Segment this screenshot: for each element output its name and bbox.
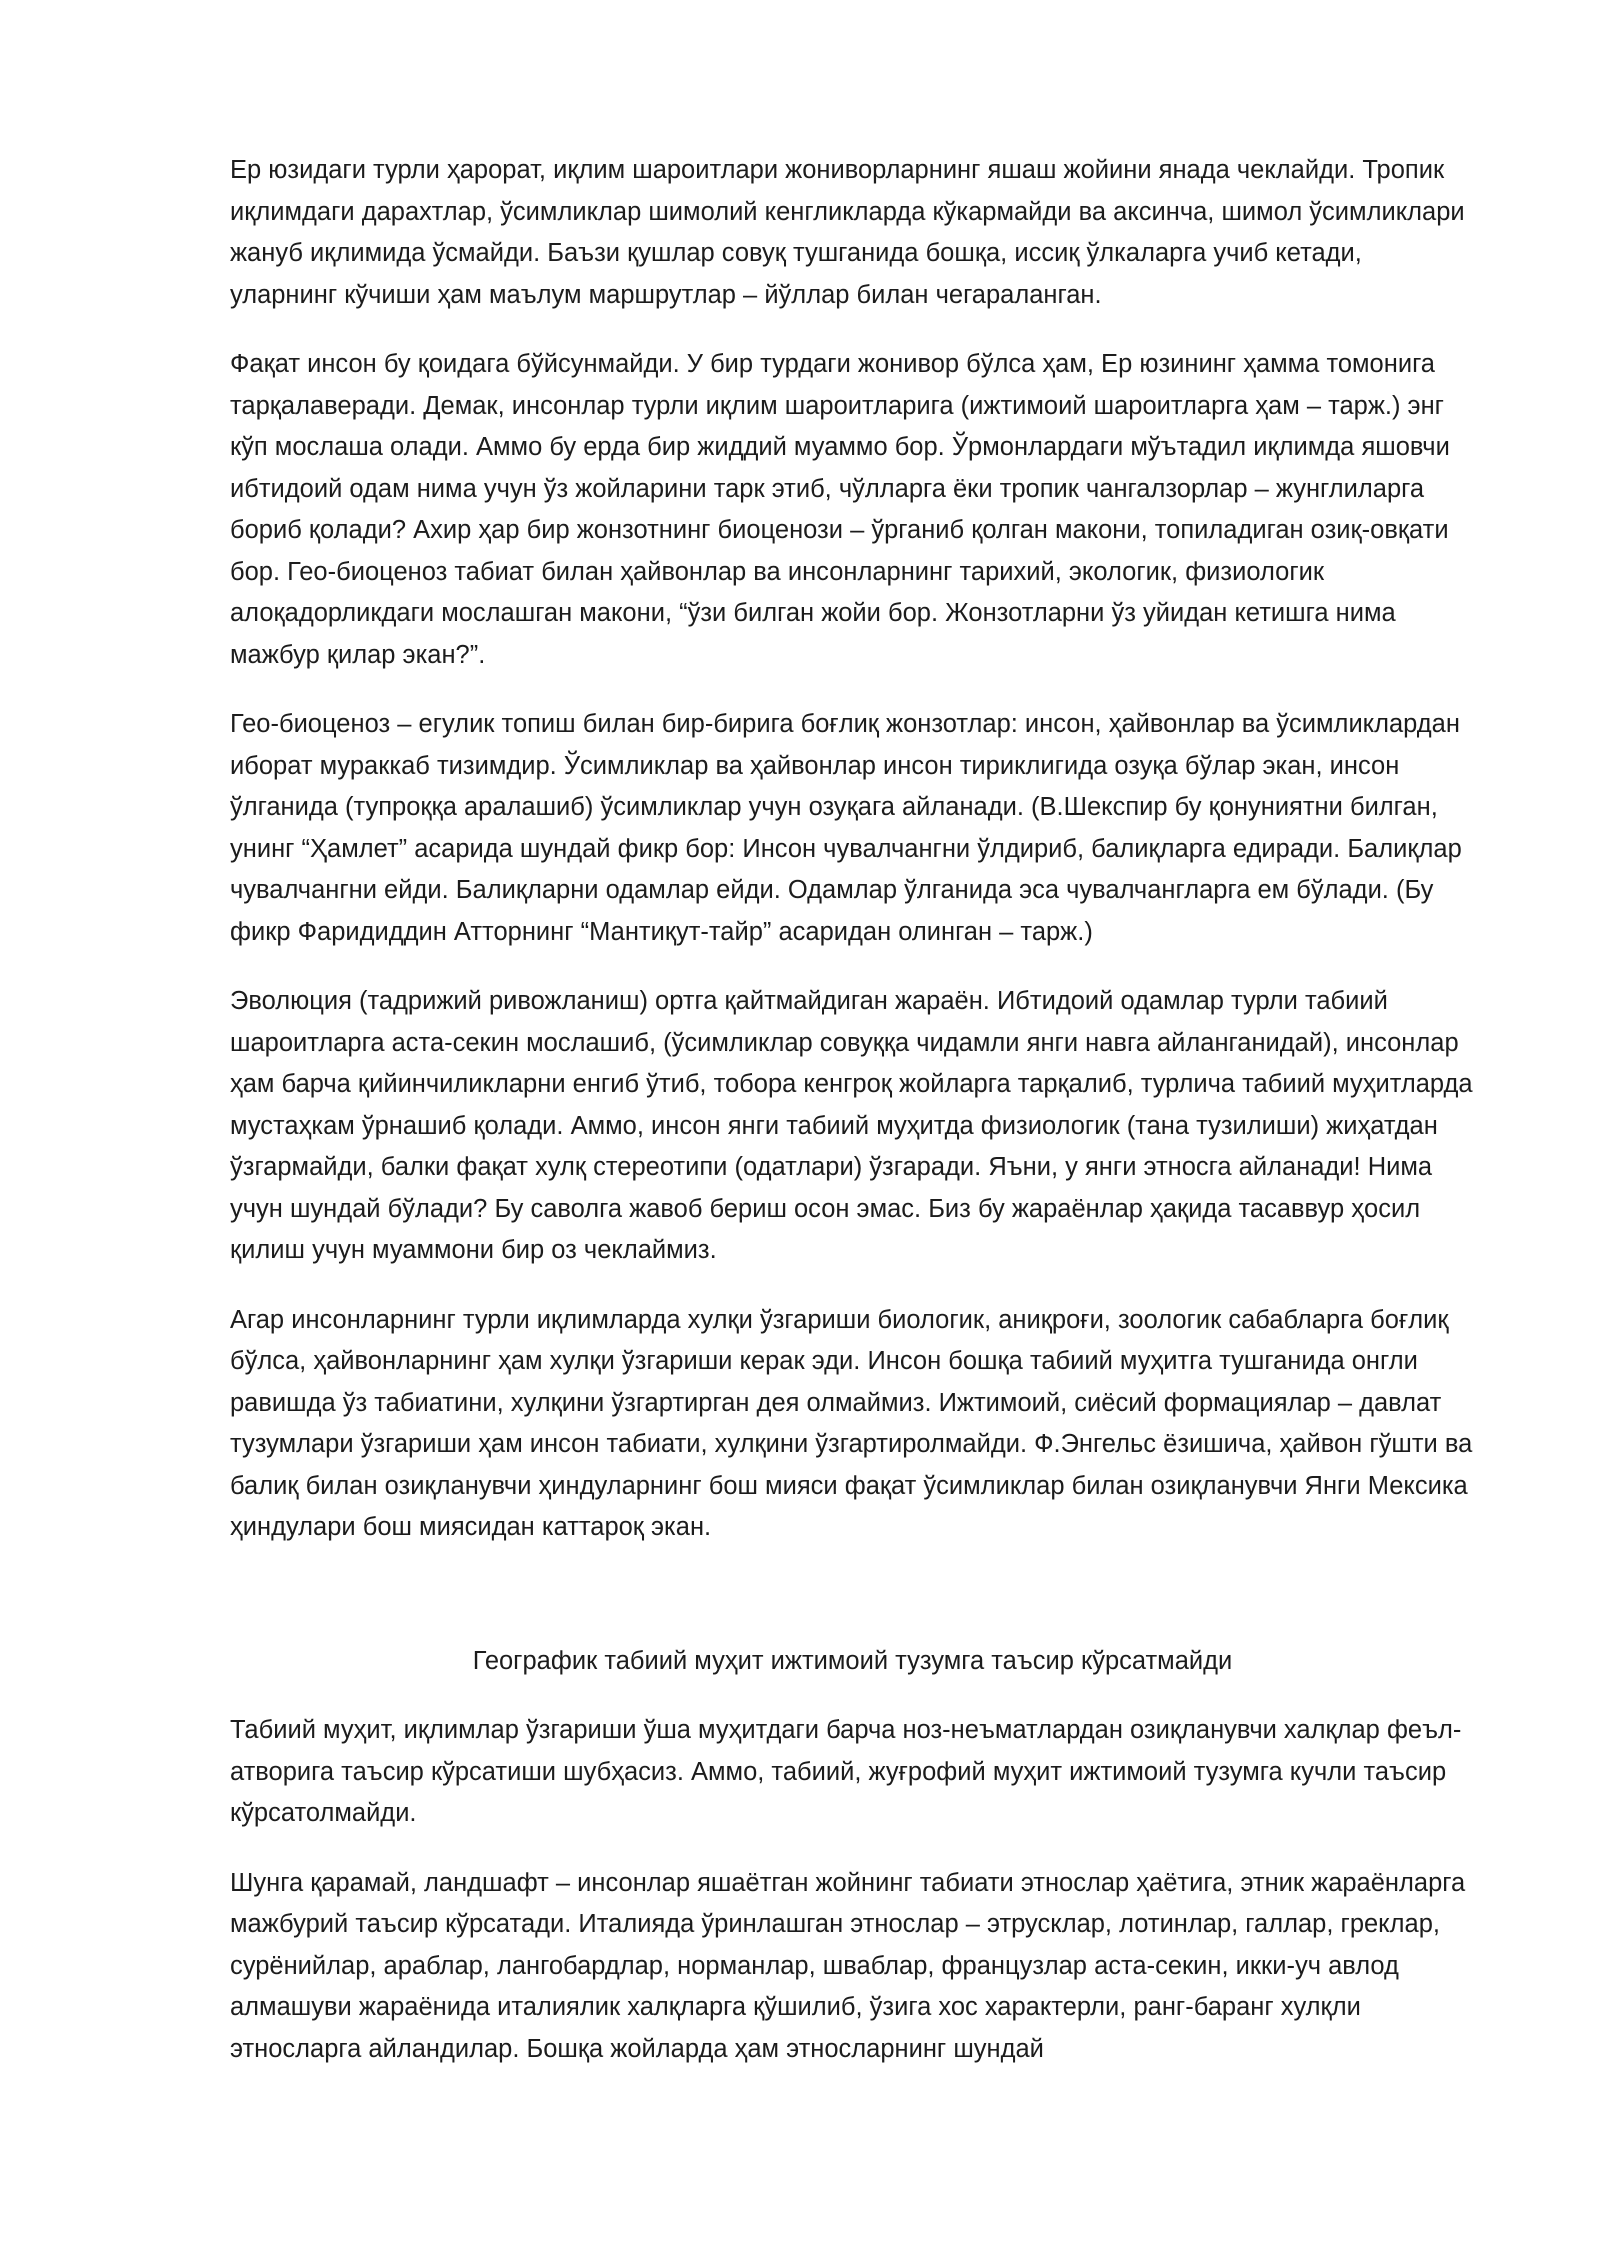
document-page <box>230 150 1475 2098</box>
paragraph-3: Гео-биоценоз – егулик топиш билан бир-бирига боғлиқ жонзотлар: инсон, ҳайвонлар ва ўсимликлардан иборат мураккаб тизимдир. Ўсимликлар ва ҳайвонлар инсон тириклигида озуқа бўлар экан, инсон ўлганида (тупроққа аралашиб) ўсимликлар учун озуқага айланади. (В.Шекспир бу қонуниятни билган, унинг “Ҳамлет” асарида шундай фикр бор: Инсон чувалчангни ўлдириб, балиқларга едиради. Балиқлар чувалчангни ейди. Балиқларни одамлар ейди. Одамлар ўлганида эса чувалчангларга ем бўлади. (Бу фикр Фаридиддин Атторнинг “Мантиқут-тайр” асаридан олинган – тарж.) <box>230 710 1462 946</box>
section-heading: Географик табиий муҳит ижтимоий тузумга таъсир кўрсатмайди <box>472 1646 1233 1675</box>
paragraph-2: Фақат инсон бу қоидага бўйсунмайди. У бир турдаги жонивор бўлса ҳам, Ер юзининг ҳамма томонига тарқалаверади. Демак, инсонлар турли иқлим шароитларига (ижтимоий шароитларга ҳам – тарж.) энг кўп мослаша олади. Аммо бу ерда бир жиддий муаммо бор. Ўрмонлардаги мўътадил иқлимда яшовчи ибтидоий одам нима учун ўз жойларини тарк этиб, чўлларга ёки тропик чангалзорлар – жунглиларга бориб қолади? Ахир ҳар бир жонзотнинг биоценози – ўрганиб қолган макони, топиладиган озиқ-овқати бор. Гео-биоценоз табиат билан ҳайвонлар ва инсонларнинг тарихий, экологик, физиологик алоқадорликдаги мослашган макони, “ўзи билган жойи бор. Жонзотларни ўз уйидан кетишга нима мажбур қилар экан?”. <box>230 350 1450 669</box>
paragraph-1: Ер юзидаги турли ҳарорат, иқлим шароитлари жониворларнинг яшаш жойини янада чеклайди. Тропик иқлимдаги дарахтлар, ўсимликлар шимолий кенгликларда кўкармайди ва аксинча, шимол ўсимликлари жануб иқлимида ўсмайди. Баъзи қушлар совуқ тушганида бошқа, иссиқ ўлкаларга учиб кетади, уларнинг кўчиши ҳам маълум маршрутлар – йўллар билан чегараланган. <box>230 156 1465 309</box>
paragraph-4: Эволюция (тадрижий ривожланиш) ортга қайтмайдиган жараён. Ибтидоий одамлар турли табиий шароитларга аста-секин мослашиб, (ўсимликлар совуққа чидамли янги навга айланганидай), инсонлар ҳам барча қийинчиликларни енгиб ўтиб, тобора кенгроқ жойларга тарқалиб, турлича табиий муҳитларда мустаҳкам ўрнашиб қолади. Аммо, инсон янги табиий муҳитда физиологик (тана тузилиши) жиҳатдан ўзгармайди, балки фақат хулқ стереотипи (одатлари) ўзгаради. Яъни, у янги этносга айланади! Нима учун шундай бўлади? Бу саволга жавоб бериш осон эмас. Биз бу жараёнлар ҳақида тасаввур ҳосил қилиш учун муаммони бир оз чеклаймиз. <box>230 987 1473 1264</box>
paragraph-7: Шунга қарамай, ландшафт – инсонлар яшаётган жойнинг табиати этнослар ҳаётига, этник жараёнларга мажбурий таъсир кўрсатади. Италияда ўринлашган этнослар – этрусклар, лотинлар, галлар, греклар, сурёнийлар, араблар, лангобардлар, норманлар, шваблар, французлар аста-секин, икки-уч авлод алмашуви жараёнида италиялик халқларга қўшилиб, ўзига хос характерли, ранг-баранг хулқли этносларга айландилар. Бошқа жойларда ҳам этносларнинг шундай <box>230 1868 1466 2063</box>
paragraph-5: Агар инсонларнинг турли иқлимларда хулқи ўзгариши биологик, аниқроғи, зоологик сабабларга боғлиқ бўлса, ҳайвонларнинг ҳам хулқи ўзгариши керак эди. Инсон бошқа табиий муҳитга тушганида онгли равишда ўз табиатини, хулқини ўзгартирган дея олмаймиз. Ижтимоий, сиёсий формациялар – давлат тузумлари ўзгариши ҳам инсон табиати, хулқини ўзгартиролмайди. Ф.Энгельс ёзишича, ҳайвон гўшти ва балиқ билан озиқланувчи ҳиндуларнинг бош мияси фақат ўсимликлар билан озиқланувчи Янги Мексика ҳиндулари бош миясидан каттароқ экан. <box>230 1305 1473 1541</box>
paragraph-6: Табиий муҳит, иқлимлар ўзгариши ўша муҳитдаги барча ноз-неъматлардан озиқланувчи халқлар феъл-атворига таъсир кўрсатиши шубҳасиз. Аммо, табиий, жуғрофий муҳит ижтимоий тузумга кучли таъсир кўрсатолмайди. <box>230 1716 1462 1827</box>
